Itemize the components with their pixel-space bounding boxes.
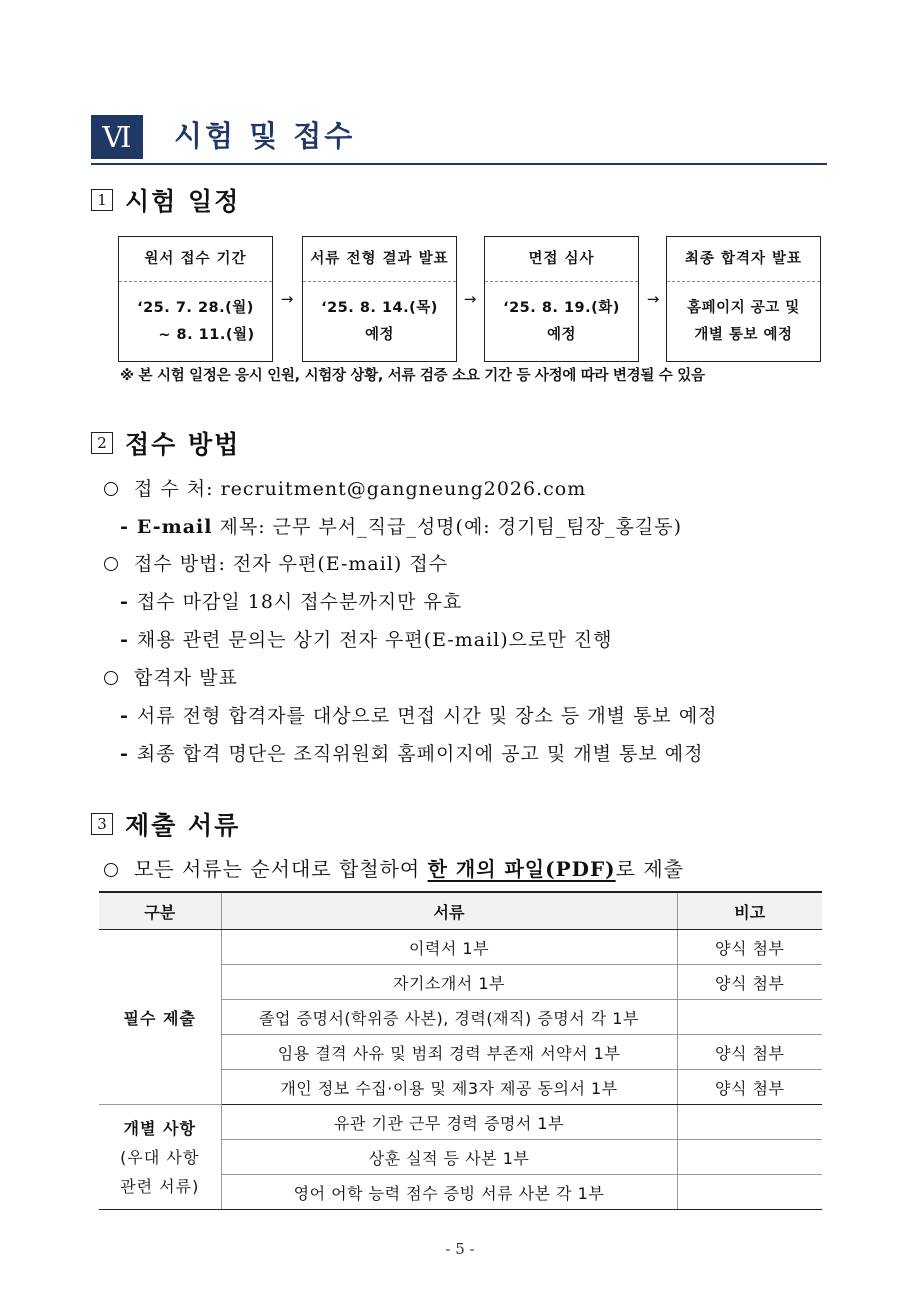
header-note: 비고	[677, 892, 822, 930]
email-subject-label: E-mail	[136, 516, 213, 538]
chapter-divider	[91, 163, 827, 165]
section-number-1: 1	[91, 189, 113, 211]
schedule-step-head: 원서 접수 기간	[119, 237, 272, 282]
table-row	[99, 930, 822, 965]
schedule-step-head: 서류 전형 결과 발표	[303, 237, 456, 282]
recipient-line	[104, 474, 586, 501]
table-row	[99, 1105, 822, 1140]
page-number: - 5 -	[445, 1240, 475, 1258]
document-note: 양식 첨부	[677, 965, 822, 1000]
recipient-email: recruitment@gangneung2026.com	[220, 478, 587, 500]
section-title-schedule: 시험 일정	[125, 187, 241, 216]
group-optional-sub2: 관련 서류)	[120, 1176, 200, 1196]
group-optional-sub1: (우대 사항	[120, 1147, 200, 1167]
schedule-step-date-end: ~ 8. 11.(월)	[158, 327, 255, 343]
circle-bullet-icon	[104, 863, 118, 877]
group-optional-title: 개별 사항	[123, 1118, 196, 1138]
section-number-2: 2	[91, 432, 113, 454]
section-number-3: 3	[91, 813, 113, 835]
document-name: 자기소개서 1부	[221, 965, 677, 1000]
dash-marker: -	[120, 705, 129, 727]
arrow-right-icon: →	[280, 290, 294, 308]
document-name: 졸업 증명서(학위증 사본), 경력(재직) 증명서 각 1부	[221, 1000, 677, 1035]
method-line	[104, 549, 448, 576]
document-note: 양식 첨부	[677, 1035, 822, 1070]
document-name: 이력서 1부	[221, 930, 677, 965]
schedule-step-status: 예정	[546, 327, 576, 343]
announce-text-2: 최종 합격 명단은 조직위원회 홈페이지에 공고 및 개별 통보 예정	[136, 743, 704, 765]
header-document: 서류	[221, 892, 677, 930]
schedule-step-date: ‘25. 8. 19.(화)	[503, 300, 620, 316]
schedule-step-line1: 홈페이지 공고 및	[687, 300, 800, 316]
section-title-documents: 제출 서류	[125, 811, 241, 840]
dash-marker: -	[120, 591, 129, 613]
table-header-row	[99, 892, 822, 930]
schedule-step-application	[118, 236, 273, 362]
group-optional	[99, 1105, 221, 1210]
inquiry-line	[120, 625, 612, 652]
document-note: 양식 첨부	[677, 930, 822, 965]
document-name: 개인 정보 수집·이용 및 제3자 제공 동의서 1부	[221, 1070, 677, 1105]
documents-table	[99, 891, 822, 1210]
email-subject-text: 제목: 근무 부서_직급_성명(예: 경기팀_팀장_홍길동)	[219, 516, 682, 538]
document-note: 양식 첨부	[677, 1070, 822, 1105]
schedule-step-interview	[484, 236, 639, 362]
dash-marker: -	[120, 629, 129, 651]
documents-intro-before: 모든 서류는 순서대로 합철하여	[134, 857, 421, 881]
circle-bullet-icon	[104, 671, 118, 685]
arrow-right-icon: →	[463, 290, 477, 308]
announce-detail-2	[120, 739, 703, 766]
schedule-step-head: 최종 합격자 발표	[667, 237, 820, 282]
schedule-step-status: 예정	[364, 327, 394, 343]
schedule-step-line2: 개별 통보 예정	[694, 327, 793, 343]
announce-detail-1	[120, 701, 718, 728]
email-subject-line	[120, 512, 682, 539]
section-title-application: 접수 방법	[125, 430, 241, 459]
group-required: 필수 제출	[99, 930, 221, 1105]
recipient-label: 접 수 처:	[134, 478, 214, 500]
announce-title: 합격자 발표	[134, 667, 238, 689]
arrow-right-icon: →	[646, 290, 660, 308]
chapter-title: 시험 및 접수	[174, 119, 356, 153]
document-note	[677, 1175, 822, 1210]
schedule-step-date: ‘25. 8. 14.(목)	[321, 300, 438, 316]
deadline-line	[120, 587, 462, 614]
circle-bullet-icon	[104, 557, 118, 571]
documents-intro	[104, 853, 684, 882]
document-name: 상훈 실적 등 사본 1부	[221, 1140, 677, 1175]
schedule-note: ※ 본 시험 일정은 응시 인원, 시험장 상황, 서류 검증 소요 기간 등 사정에 따라 변경될 수 있음	[120, 368, 705, 384]
document-name: 영어 어학 능력 점수 증빙 서류 사본 각 1부	[221, 1175, 677, 1210]
chapter-number-badge: Ⅵ	[91, 115, 143, 159]
documents-intro-after: 로 제출	[615, 857, 684, 881]
deadline-text: 접수 마감일 18시 접수분까지만 유효	[136, 591, 463, 613]
circle-bullet-icon	[104, 482, 118, 496]
schedule-step-date: ‘25. 7. 28.(월)	[137, 300, 254, 316]
document-note	[677, 1140, 822, 1175]
schedule-step-document-result	[302, 236, 457, 362]
announce-text-1: 서류 전형 합격자를 대상으로 면접 시간 및 장소 등 개별 통보 예정	[136, 705, 718, 727]
document-name: 유관 기관 근무 경력 증명서 1부	[221, 1105, 677, 1140]
announce-line	[104, 663, 238, 690]
documents-intro-emphasis: 한 개의 파일(PDF)	[427, 857, 616, 881]
document-note	[677, 1105, 822, 1140]
schedule-step-final-result	[666, 236, 821, 362]
dash-marker: -	[120, 743, 129, 765]
method-text: 접수 방법: 전자 우편(E-mail) 접수	[134, 553, 449, 575]
document-name: 임용 결격 사유 및 범죄 경력 부존재 서약서 1부	[221, 1035, 677, 1070]
document-note	[677, 1000, 822, 1035]
schedule-step-head: 면접 심사	[485, 237, 638, 282]
header-category: 구분	[99, 892, 221, 930]
dash-marker: -	[120, 516, 129, 538]
inquiry-text: 채용 관련 문의는 상기 전자 우편(E-mail)으로만 진행	[136, 629, 613, 651]
